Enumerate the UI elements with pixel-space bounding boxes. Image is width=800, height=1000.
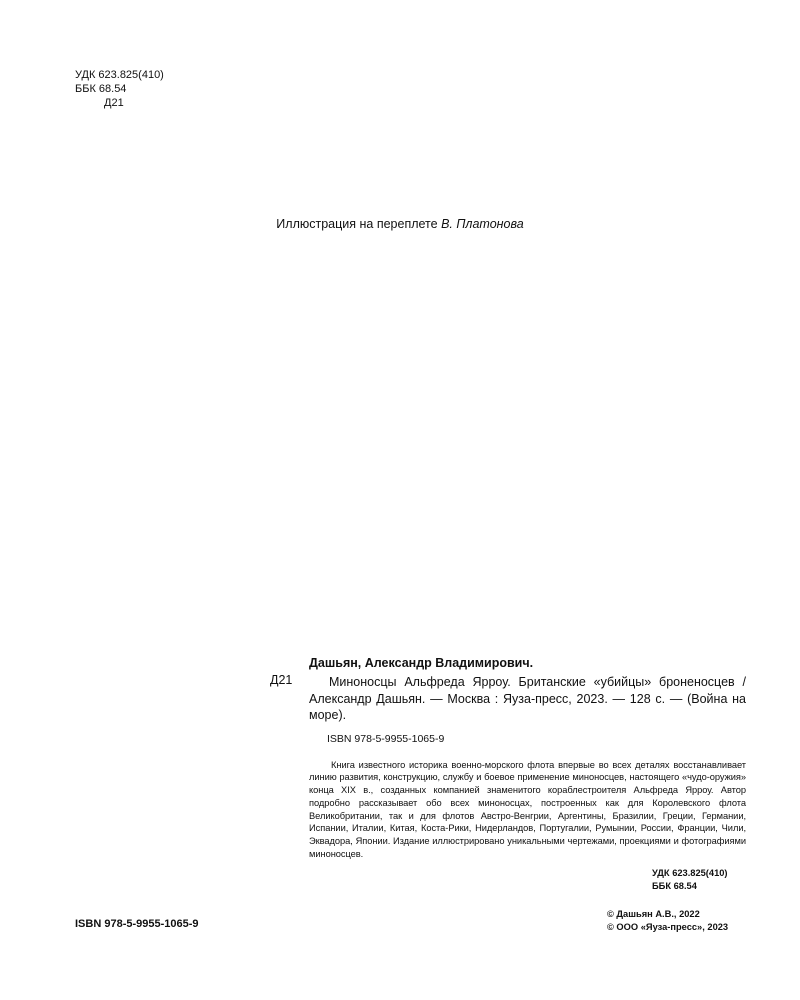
- book-annotation: Книга известного историка военно-морского флота впервые во всех деталях восстанавливает линию развития, конструкцию, службу и боевое применение миноносцев, настоящего «чудо-оружия» конца XIX в., созданных компанией знаменитого кораблестроителя Альфреда Ярроу. Автор подробно рассказывает обо всех миноносцах, построенных как для Королевского флота Великобритании, так и для флотов Австро-Венгрии, Аргентины, Бразилии, Греции, Германии, Испании, Италии, Китая, Коста-Рики, Нидерландов, Португалии, Румынии, России, Франции, Чили, Эквадора, Японии. Издание иллюстрировано уникальными чертежами, проекциями и фотографиями миноносцев.: [309, 759, 746, 860]
- record-isbn: ISBN 978-5-9955-1065-9: [327, 732, 445, 745]
- copyright-block: [607, 908, 728, 934]
- author-heading: Дашьян, Александр Владимирович.: [309, 656, 534, 670]
- classification-block-bottom: [652, 867, 746, 893]
- illustration-artist: В. Платонова: [441, 217, 524, 231]
- copyright-publisher: © ООО «Яуза-пресс», 2023: [607, 922, 729, 932]
- udk-code: УДК 623.825(410): [75, 69, 164, 81]
- record-author-mark: Д21: [270, 673, 293, 687]
- bbk-code: ББК 68.54: [75, 83, 127, 95]
- bibliographic-description: Миноносцы Альфреда Ярроу. Британские «убийцы» броненосцев / Александр Дашьян. — Москва : Яуза-пресс, 2023. — 128 с. — (Война на море).: [309, 675, 746, 722]
- bibliographic-record: [309, 656, 746, 892]
- author-mark: Д21: [104, 97, 124, 109]
- footer-isbn: ISBN 978-5-9955-1065-9: [75, 918, 199, 930]
- copyright-author: © Дашьян А.В., 2022: [607, 909, 700, 919]
- udk-code-bottom: УДК 623.825(410): [652, 867, 728, 878]
- illustration-credit: [0, 217, 800, 231]
- bbk-code-bottom: ББК 68.54: [652, 880, 697, 891]
- illustration-credit-prefix: Иллюстрация на переплете: [276, 217, 438, 231]
- classification-block-top: [75, 68, 164, 110]
